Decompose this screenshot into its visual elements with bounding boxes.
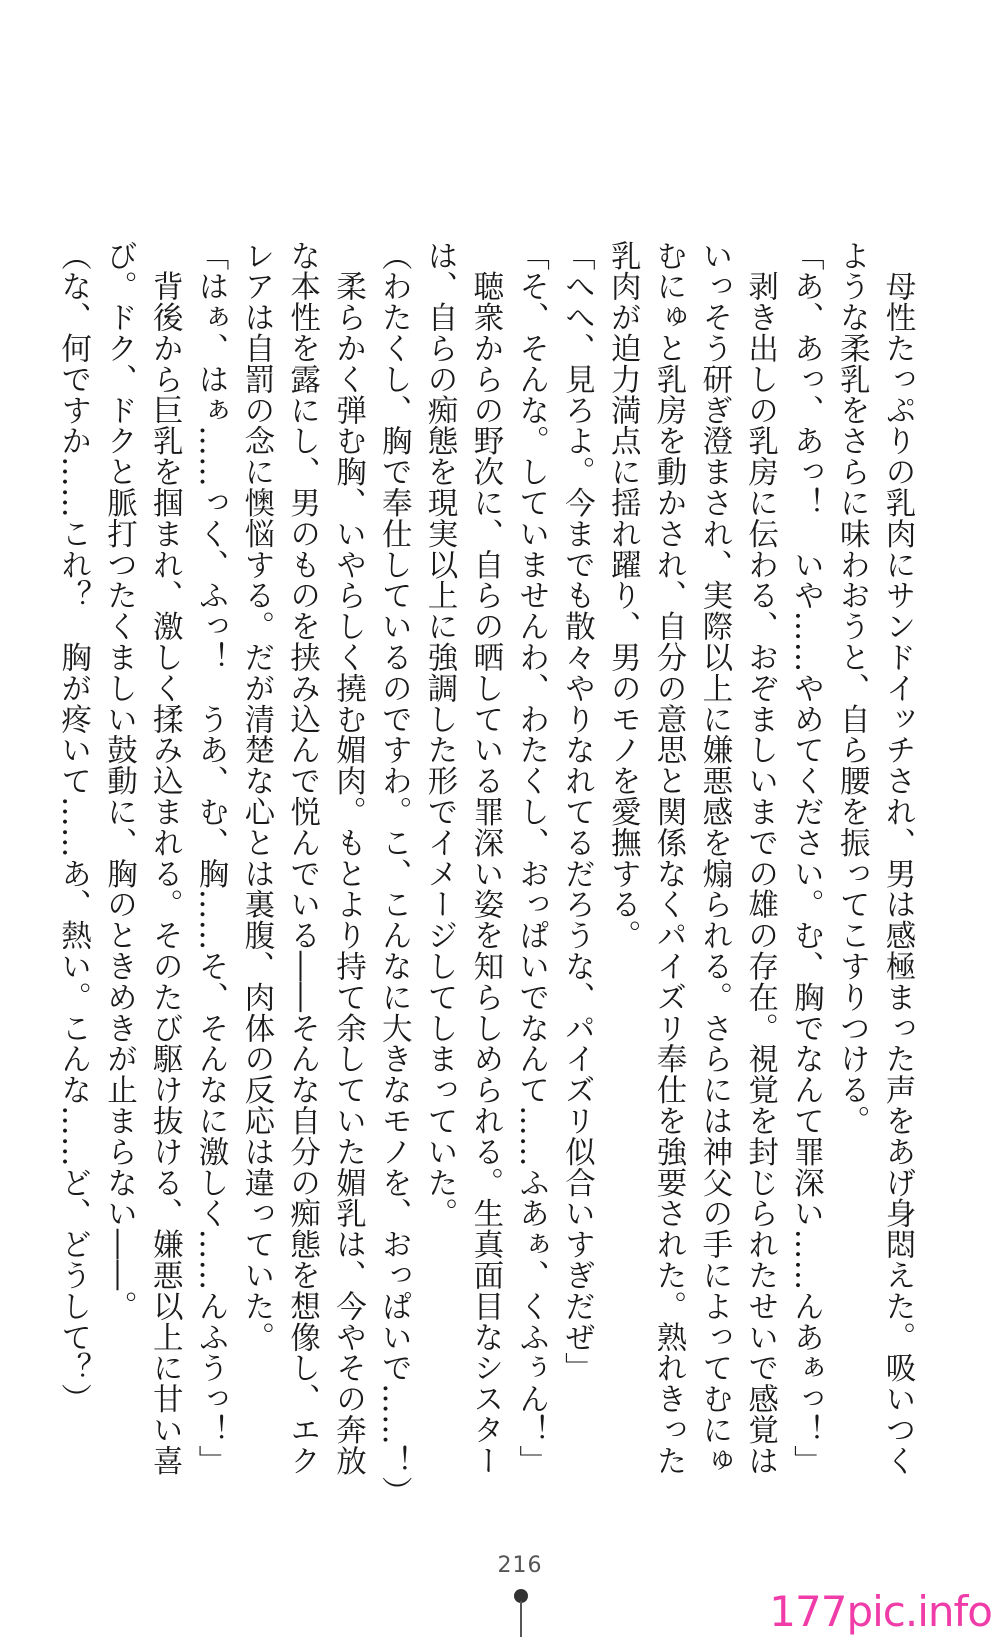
vertical-text-body [50,240,920,1507]
text-line: レアは自罰の念に懊悩する。だが清楚な心とは裏腹、肉体の反応は違っていた。 [238,240,274,1353]
text-line: 聴衆からの野次に、自らの晒している罪深い姿を知らしめられる。生真面目なシスター [467,240,503,1476]
text-line: 「へへ、見ろよ。今までも散々やりなれてるだろうな、パイズリ似合いすぎだぜ」 [559,240,595,1384]
marker-stem [520,1601,522,1637]
text-line: （わたくし、胸で奉仕しているのですわ。こ、こんなに大きなモノを、おっぱいで……！） [376,240,412,1507]
text-line: な本性を露にし、男のものを挟み込んで悦んでいる――そんな自分の痴態を想像し、エク [284,240,320,1476]
text-line: いっそう研ぎ澄まされ、実際以上に嫌悪感を煽られる。さらには神父の手によってむにゅ [696,240,732,1476]
text-line: 「はぁ、はぁ……っく、ふっ！ うあ、む、胸……そ、そんなに激しく……んふうっ！」 [193,240,229,1476]
text-line: 柔らかく弾む胸、いやらしく撓む媚肉。もとより持て余していた媚乳は、今やその奔放 [330,240,366,1476]
page-number: 216 [497,1553,543,1578]
text-line: 「そ、そんな。していませんわ、わたくし、おっぱいでなんて……ふあぁ、くふぅん！」 [513,240,549,1476]
text-line: び。ドク、ドクと脈打つたくましい鼓動に、胸のときめきが止まらない――。 [101,240,137,1322]
text-line: 乳肉が迫力満点に揺れ躍り、男のモノを愛撫する。 [605,240,641,951]
text-line: ような柔乳をさらに味わおうと、自ら腰を振ってこすりつける。 [834,240,870,1137]
page-marker-pin-icon [514,1589,528,1637]
text-line: 剥き出しの乳房に伝わる、おぞましいまでの雄の存在。視覚を封じられたせいで感覚は [742,240,778,1476]
watermark: 177pic.info [769,1587,992,1636]
text-line: 「あ、あっ、あっ！ いや……やめてください。む、胸でなんて罪深い……んあぁっ！」 [788,240,824,1476]
text-line: むにゅと乳房を動かされ、自分の意思と関係なくパイズリ奉仕を強要された。熟れきった [651,240,687,1476]
text-line: 母性たっぷりの乳肉にサンドイッチされ、男は感極まった声をあげ身悶えた。吸いつく [880,240,915,1476]
text-line: （な、何ですか……これ？ 胸が疼いて……あ、熱い。こんな……ど、どうして？） [55,240,91,1415]
text-line: は、自らの痴態を現実以上に強調した形でイメージしてしまっていた。 [422,240,458,1229]
text-line: 背後から巨乳を掴まれ、激しく揉み込まれる。そのたび駆け抜ける、嫌悪以上に甘い喜 [147,240,183,1476]
